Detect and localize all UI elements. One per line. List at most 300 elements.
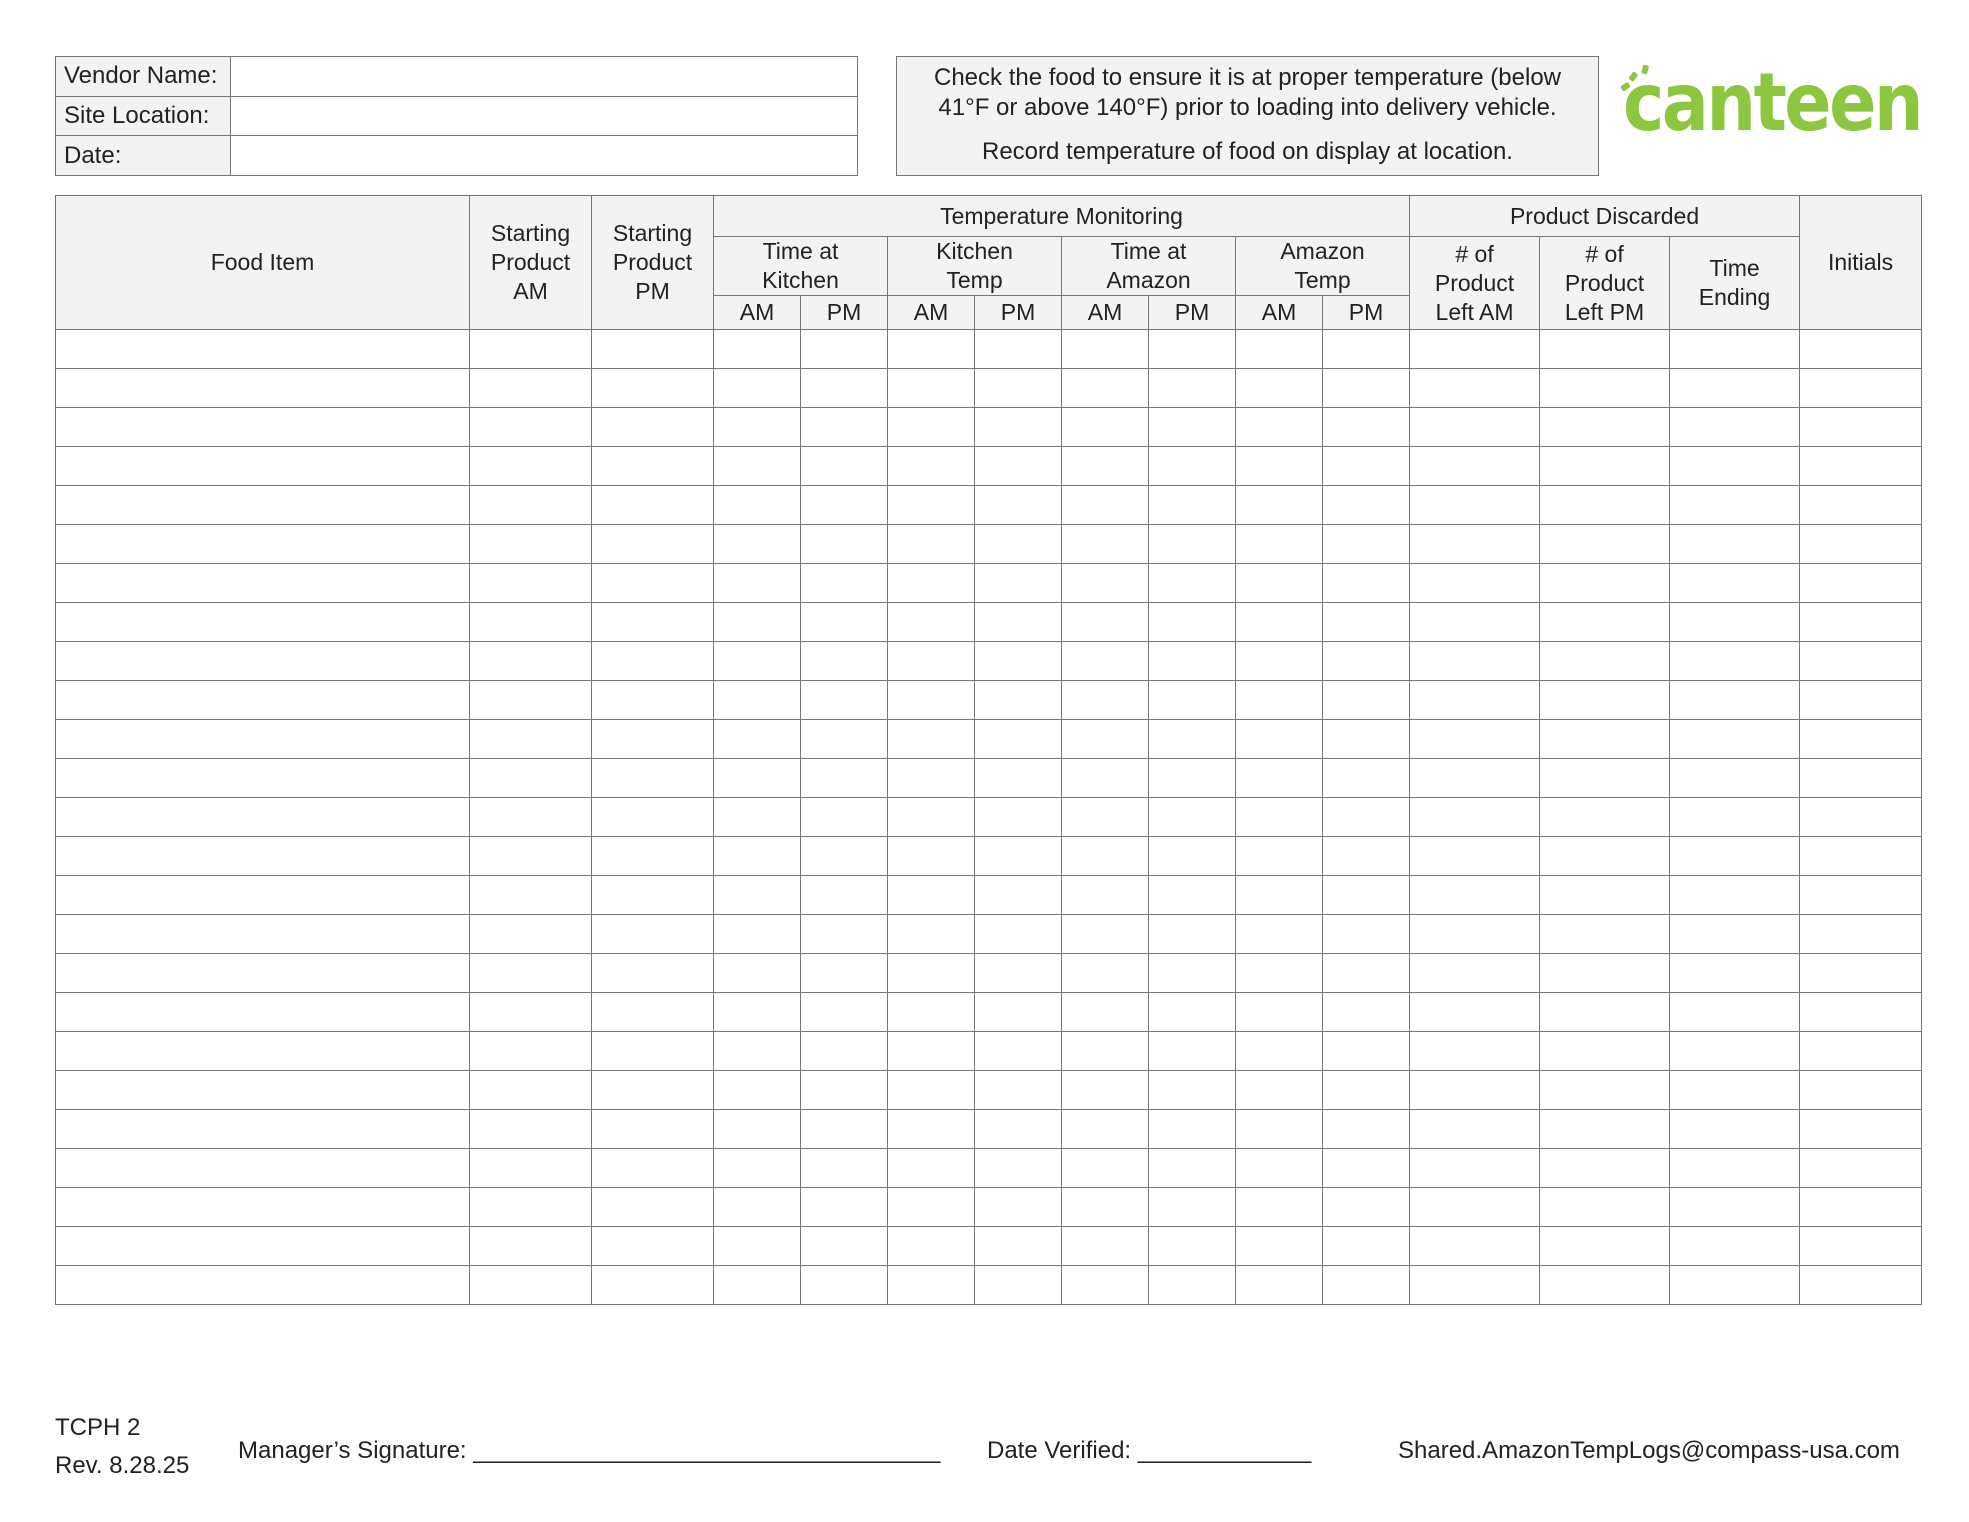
table-cell[interactable] xyxy=(470,837,592,876)
table-cell[interactable] xyxy=(1800,915,1922,954)
table-cell[interactable] xyxy=(1236,837,1323,876)
table-cell[interactable] xyxy=(801,330,888,369)
table-cell[interactable] xyxy=(1323,1032,1410,1071)
table-cell[interactable] xyxy=(470,1266,592,1305)
table-cell[interactable] xyxy=(1410,1188,1540,1227)
table-cell[interactable] xyxy=(1410,954,1540,993)
table-cell[interactable] xyxy=(592,681,714,720)
table-cell[interactable] xyxy=(1670,447,1800,486)
table-cell[interactable] xyxy=(1670,1032,1800,1071)
table-cell[interactable] xyxy=(1236,681,1323,720)
table-cell[interactable] xyxy=(1410,993,1540,1032)
table-cell[interactable] xyxy=(1800,525,1922,564)
table-cell[interactable] xyxy=(975,369,1062,408)
table-cell[interactable] xyxy=(1800,603,1922,642)
table-cell[interactable] xyxy=(1410,915,1540,954)
table-cell[interactable] xyxy=(1670,408,1800,447)
table-cell[interactable] xyxy=(1236,915,1323,954)
table-cell[interactable] xyxy=(1410,369,1540,408)
table-cell[interactable] xyxy=(1800,447,1922,486)
table-cell[interactable] xyxy=(1670,798,1800,837)
table-cell[interactable] xyxy=(975,1266,1062,1305)
table-cell[interactable] xyxy=(470,1110,592,1149)
table-cell[interactable] xyxy=(714,603,801,642)
table-cell[interactable] xyxy=(1800,408,1922,447)
table-cell[interactable] xyxy=(714,447,801,486)
table-cell[interactable] xyxy=(714,798,801,837)
table-cell[interactable] xyxy=(1149,486,1236,525)
table-cell[interactable] xyxy=(801,837,888,876)
table-cell[interactable] xyxy=(1670,954,1800,993)
table-cell[interactable] xyxy=(592,720,714,759)
table-cell[interactable] xyxy=(470,876,592,915)
table-cell[interactable] xyxy=(592,1149,714,1188)
table-cell[interactable] xyxy=(801,642,888,681)
table-cell[interactable] xyxy=(888,681,975,720)
table-cell[interactable] xyxy=(592,1266,714,1305)
table-cell[interactable] xyxy=(1540,1110,1670,1149)
table-cell[interactable] xyxy=(1670,837,1800,876)
table-cell[interactable] xyxy=(470,798,592,837)
table-cell[interactable] xyxy=(714,564,801,603)
table-cell[interactable] xyxy=(888,408,975,447)
table-cell[interactable] xyxy=(1062,1032,1149,1071)
table-cell[interactable] xyxy=(1540,915,1670,954)
table-cell[interactable] xyxy=(1323,954,1410,993)
table-cell[interactable] xyxy=(1540,330,1670,369)
table-cell[interactable] xyxy=(714,954,801,993)
table-cell[interactable] xyxy=(56,330,470,369)
table-cell[interactable] xyxy=(1236,603,1323,642)
table-cell[interactable] xyxy=(801,720,888,759)
table-cell[interactable] xyxy=(1410,447,1540,486)
table-cell[interactable] xyxy=(801,1188,888,1227)
manager-signature-line[interactable]: Manager’s Signature: ___________________________________ xyxy=(238,1437,941,1464)
table-cell[interactable] xyxy=(1149,1188,1236,1227)
table-cell[interactable] xyxy=(1800,1110,1922,1149)
table-cell[interactable] xyxy=(1062,837,1149,876)
table-cell[interactable] xyxy=(1410,681,1540,720)
table-cell[interactable] xyxy=(888,837,975,876)
table-cell[interactable] xyxy=(975,681,1062,720)
table-cell[interactable] xyxy=(1149,759,1236,798)
table-cell[interactable] xyxy=(1410,1032,1540,1071)
table-cell[interactable] xyxy=(1149,1071,1236,1110)
table-cell[interactable] xyxy=(1323,408,1410,447)
table-cell[interactable] xyxy=(1800,1032,1922,1071)
table-cell[interactable] xyxy=(714,408,801,447)
table-cell[interactable] xyxy=(1062,642,1149,681)
table-cell[interactable] xyxy=(888,642,975,681)
table-cell[interactable] xyxy=(1149,954,1236,993)
table-cell[interactable] xyxy=(470,1227,592,1266)
table-cell[interactable] xyxy=(1410,603,1540,642)
table-cell[interactable] xyxy=(1540,876,1670,915)
table-cell[interactable] xyxy=(1323,564,1410,603)
table-cell[interactable] xyxy=(801,1227,888,1266)
table-cell[interactable] xyxy=(1670,759,1800,798)
table-cell[interactable] xyxy=(56,564,470,603)
table-cell[interactable] xyxy=(1670,1110,1800,1149)
table-cell[interactable] xyxy=(1670,525,1800,564)
table-cell[interactable] xyxy=(1149,915,1236,954)
table-cell[interactable] xyxy=(801,798,888,837)
table-cell[interactable] xyxy=(1540,1227,1670,1266)
table-cell[interactable] xyxy=(1670,642,1800,681)
table-cell[interactable] xyxy=(1323,642,1410,681)
table-cell[interactable] xyxy=(1410,798,1540,837)
table-cell[interactable] xyxy=(1323,759,1410,798)
table-cell[interactable] xyxy=(1062,1071,1149,1110)
table-cell[interactable] xyxy=(1062,681,1149,720)
table-cell[interactable] xyxy=(714,876,801,915)
table-cell[interactable] xyxy=(1149,1149,1236,1188)
table-cell[interactable] xyxy=(888,993,975,1032)
table-cell[interactable] xyxy=(888,603,975,642)
table-cell[interactable] xyxy=(592,954,714,993)
table-cell[interactable] xyxy=(714,330,801,369)
table-cell[interactable] xyxy=(1800,369,1922,408)
table-cell[interactable] xyxy=(714,1032,801,1071)
table-cell[interactable] xyxy=(56,1071,470,1110)
table-cell[interactable] xyxy=(714,1110,801,1149)
table-cell[interactable] xyxy=(1062,1188,1149,1227)
table-cell[interactable] xyxy=(1149,681,1236,720)
table-cell[interactable] xyxy=(1540,564,1670,603)
table-cell[interactable] xyxy=(1323,525,1410,564)
table-cell[interactable] xyxy=(470,642,592,681)
table-cell[interactable] xyxy=(1236,720,1323,759)
table-cell[interactable] xyxy=(1410,720,1540,759)
table-cell[interactable] xyxy=(888,369,975,408)
table-cell[interactable] xyxy=(1323,486,1410,525)
table-cell[interactable] xyxy=(1323,330,1410,369)
table-cell[interactable] xyxy=(801,993,888,1032)
table-cell[interactable] xyxy=(1323,603,1410,642)
table-cell[interactable] xyxy=(975,759,1062,798)
table-cell[interactable] xyxy=(470,1188,592,1227)
table-cell[interactable] xyxy=(1800,876,1922,915)
table-cell[interactable] xyxy=(1062,447,1149,486)
table-cell[interactable] xyxy=(1540,681,1670,720)
table-cell[interactable] xyxy=(1149,330,1236,369)
table-cell[interactable] xyxy=(888,915,975,954)
table-cell[interactable] xyxy=(888,798,975,837)
table-cell[interactable] xyxy=(470,564,592,603)
table-cell[interactable] xyxy=(1410,330,1540,369)
table-cell[interactable] xyxy=(56,720,470,759)
table-cell[interactable] xyxy=(1062,330,1149,369)
table-cell[interactable] xyxy=(888,564,975,603)
table-cell[interactable] xyxy=(56,798,470,837)
table-cell[interactable] xyxy=(1062,603,1149,642)
table-cell[interactable] xyxy=(1062,408,1149,447)
table-cell[interactable] xyxy=(1236,330,1323,369)
table-cell[interactable] xyxy=(1236,1149,1323,1188)
table-cell[interactable] xyxy=(56,486,470,525)
table-cell[interactable] xyxy=(1670,1188,1800,1227)
table-cell[interactable] xyxy=(1800,720,1922,759)
table-cell[interactable] xyxy=(592,1110,714,1149)
table-cell[interactable] xyxy=(56,1188,470,1227)
table-cell[interactable] xyxy=(975,798,1062,837)
table-cell[interactable] xyxy=(975,1071,1062,1110)
table-cell[interactable] xyxy=(1236,408,1323,447)
table-cell[interactable] xyxy=(1540,408,1670,447)
table-cell[interactable] xyxy=(470,915,592,954)
table-cell[interactable] xyxy=(1410,564,1540,603)
table-cell[interactable] xyxy=(1800,564,1922,603)
table-cell[interactable] xyxy=(1540,759,1670,798)
table-cell[interactable] xyxy=(1149,642,1236,681)
table-cell[interactable] xyxy=(975,915,1062,954)
table-cell[interactable] xyxy=(1800,330,1922,369)
table-cell[interactable] xyxy=(1540,642,1670,681)
table-cell[interactable] xyxy=(1670,1227,1800,1266)
table-cell[interactable] xyxy=(1236,642,1323,681)
table-cell[interactable] xyxy=(1540,1266,1670,1305)
table-cell[interactable] xyxy=(1800,954,1922,993)
table-cell[interactable] xyxy=(56,954,470,993)
table-cell[interactable] xyxy=(801,408,888,447)
table-cell[interactable] xyxy=(1236,369,1323,408)
table-cell[interactable] xyxy=(1236,1227,1323,1266)
table-cell[interactable] xyxy=(1670,720,1800,759)
table-cell[interactable] xyxy=(1323,1071,1410,1110)
table-cell[interactable] xyxy=(1800,1188,1922,1227)
table-cell[interactable] xyxy=(592,798,714,837)
table-cell[interactable] xyxy=(56,681,470,720)
table-cell[interactable] xyxy=(975,525,1062,564)
table-cell[interactable] xyxy=(801,1149,888,1188)
table-cell[interactable] xyxy=(56,993,470,1032)
table-cell[interactable] xyxy=(1800,642,1922,681)
table-cell[interactable] xyxy=(56,1266,470,1305)
table-cell[interactable] xyxy=(1670,681,1800,720)
table-cell[interactable] xyxy=(888,876,975,915)
table-cell[interactable] xyxy=(714,1071,801,1110)
table-cell[interactable] xyxy=(1149,720,1236,759)
table-cell[interactable] xyxy=(470,759,592,798)
table-cell[interactable] xyxy=(714,681,801,720)
table-cell[interactable] xyxy=(1670,1149,1800,1188)
table-cell[interactable] xyxy=(888,1149,975,1188)
table-cell[interactable] xyxy=(56,447,470,486)
table-cell[interactable] xyxy=(888,486,975,525)
table-cell[interactable] xyxy=(975,603,1062,642)
date-verified-line[interactable]: Date Verified: _____________ xyxy=(987,1437,1312,1464)
table-cell[interactable] xyxy=(592,564,714,603)
table-cell[interactable] xyxy=(1800,798,1922,837)
table-cell[interactable] xyxy=(592,1188,714,1227)
table-cell[interactable] xyxy=(975,954,1062,993)
table-cell[interactable] xyxy=(1540,486,1670,525)
table-cell[interactable] xyxy=(1149,369,1236,408)
table-cell[interactable] xyxy=(56,1032,470,1071)
table-cell[interactable] xyxy=(714,1149,801,1188)
date-field[interactable] xyxy=(231,136,858,176)
table-cell[interactable] xyxy=(1062,525,1149,564)
table-cell[interactable] xyxy=(470,330,592,369)
table-cell[interactable] xyxy=(888,525,975,564)
table-cell[interactable] xyxy=(801,915,888,954)
table-cell[interactable] xyxy=(1670,876,1800,915)
table-cell[interactable] xyxy=(714,486,801,525)
table-cell[interactable] xyxy=(1149,525,1236,564)
table-cell[interactable] xyxy=(470,1071,592,1110)
table-cell[interactable] xyxy=(888,447,975,486)
site-location-field[interactable] xyxy=(231,96,858,136)
table-cell[interactable] xyxy=(592,525,714,564)
table-cell[interactable] xyxy=(975,330,1062,369)
table-cell[interactable] xyxy=(56,369,470,408)
table-cell[interactable] xyxy=(714,1188,801,1227)
table-cell[interactable] xyxy=(56,1110,470,1149)
table-cell[interactable] xyxy=(1670,486,1800,525)
table-cell[interactable] xyxy=(1323,915,1410,954)
table-cell[interactable] xyxy=(1410,642,1540,681)
table-cell[interactable] xyxy=(1410,1110,1540,1149)
table-cell[interactable] xyxy=(975,564,1062,603)
table-cell[interactable] xyxy=(470,447,592,486)
table-cell[interactable] xyxy=(470,525,592,564)
table-cell[interactable] xyxy=(1236,993,1323,1032)
table-cell[interactable] xyxy=(1670,603,1800,642)
table-cell[interactable] xyxy=(1670,564,1800,603)
table-cell[interactable] xyxy=(592,330,714,369)
table-cell[interactable] xyxy=(1062,915,1149,954)
table-cell[interactable] xyxy=(1540,798,1670,837)
table-cell[interactable] xyxy=(801,1110,888,1149)
table-cell[interactable] xyxy=(975,1227,1062,1266)
table-cell[interactable] xyxy=(801,369,888,408)
table-cell[interactable] xyxy=(1062,1110,1149,1149)
table-cell[interactable] xyxy=(470,720,592,759)
table-cell[interactable] xyxy=(888,1266,975,1305)
table-cell[interactable] xyxy=(470,1149,592,1188)
table-cell[interactable] xyxy=(592,837,714,876)
table-cell[interactable] xyxy=(1236,954,1323,993)
table-cell[interactable] xyxy=(1410,1071,1540,1110)
table-cell[interactable] xyxy=(1540,1149,1670,1188)
table-cell[interactable] xyxy=(888,954,975,993)
table-cell[interactable] xyxy=(1149,564,1236,603)
table-cell[interactable] xyxy=(592,759,714,798)
table-cell[interactable] xyxy=(1149,1266,1236,1305)
table-cell[interactable] xyxy=(1800,759,1922,798)
table-cell[interactable] xyxy=(1540,837,1670,876)
table-cell[interactable] xyxy=(975,876,1062,915)
table-cell[interactable] xyxy=(1323,1188,1410,1227)
table-cell[interactable] xyxy=(56,603,470,642)
table-cell[interactable] xyxy=(56,837,470,876)
table-cell[interactable] xyxy=(975,642,1062,681)
table-cell[interactable] xyxy=(1062,954,1149,993)
table-cell[interactable] xyxy=(888,1032,975,1071)
table-cell[interactable] xyxy=(1670,330,1800,369)
table-cell[interactable] xyxy=(1670,1071,1800,1110)
table-cell[interactable] xyxy=(1236,447,1323,486)
table-cell[interactable] xyxy=(1149,408,1236,447)
table-cell[interactable] xyxy=(1323,837,1410,876)
table-cell[interactable] xyxy=(1540,369,1670,408)
table-cell[interactable] xyxy=(1236,798,1323,837)
table-cell[interactable] xyxy=(1149,837,1236,876)
table-cell[interactable] xyxy=(888,1227,975,1266)
table-cell[interactable] xyxy=(801,681,888,720)
table-cell[interactable] xyxy=(592,993,714,1032)
table-cell[interactable] xyxy=(1323,1266,1410,1305)
table-cell[interactable] xyxy=(1062,993,1149,1032)
table-cell[interactable] xyxy=(975,993,1062,1032)
table-cell[interactable] xyxy=(1540,954,1670,993)
table-cell[interactable] xyxy=(592,1071,714,1110)
table-cell[interactable] xyxy=(1149,993,1236,1032)
table-cell[interactable] xyxy=(1236,876,1323,915)
table-cell[interactable] xyxy=(1410,1266,1540,1305)
table-cell[interactable] xyxy=(1410,1227,1540,1266)
table-cell[interactable] xyxy=(801,876,888,915)
table-cell[interactable] xyxy=(1410,525,1540,564)
table-cell[interactable] xyxy=(714,993,801,1032)
table-cell[interactable] xyxy=(1540,1188,1670,1227)
table-cell[interactable] xyxy=(1410,759,1540,798)
table-cell[interactable] xyxy=(1670,369,1800,408)
table-cell[interactable] xyxy=(1323,720,1410,759)
table-cell[interactable] xyxy=(1062,798,1149,837)
table-cell[interactable] xyxy=(1323,447,1410,486)
table-cell[interactable] xyxy=(56,408,470,447)
table-cell[interactable] xyxy=(56,876,470,915)
table-cell[interactable] xyxy=(1062,486,1149,525)
table-cell[interactable] xyxy=(1236,1032,1323,1071)
table-cell[interactable] xyxy=(801,447,888,486)
table-cell[interactable] xyxy=(1410,1149,1540,1188)
table-cell[interactable] xyxy=(1323,1110,1410,1149)
table-cell[interactable] xyxy=(1410,876,1540,915)
table-cell[interactable] xyxy=(470,369,592,408)
table-cell[interactable] xyxy=(592,408,714,447)
table-cell[interactable] xyxy=(470,993,592,1032)
table-cell[interactable] xyxy=(975,447,1062,486)
table-cell[interactable] xyxy=(801,954,888,993)
table-cell[interactable] xyxy=(470,681,592,720)
table-cell[interactable] xyxy=(1062,564,1149,603)
table-cell[interactable] xyxy=(1149,603,1236,642)
table-cell[interactable] xyxy=(592,1032,714,1071)
table-cell[interactable] xyxy=(1062,369,1149,408)
table-cell[interactable] xyxy=(1062,759,1149,798)
table-cell[interactable] xyxy=(714,369,801,408)
table-cell[interactable] xyxy=(592,486,714,525)
table-cell[interactable] xyxy=(801,759,888,798)
table-cell[interactable] xyxy=(1236,525,1323,564)
table-cell[interactable] xyxy=(888,1188,975,1227)
table-cell[interactable] xyxy=(1540,720,1670,759)
table-cell[interactable] xyxy=(714,1266,801,1305)
table-cell[interactable] xyxy=(975,837,1062,876)
table-cell[interactable] xyxy=(1236,1110,1323,1149)
table-cell[interactable] xyxy=(888,1110,975,1149)
table-cell[interactable] xyxy=(1540,1032,1670,1071)
table-cell[interactable] xyxy=(592,369,714,408)
table-cell[interactable] xyxy=(1062,1227,1149,1266)
table-cell[interactable] xyxy=(592,447,714,486)
table-cell[interactable] xyxy=(470,603,592,642)
table-cell[interactable] xyxy=(975,1149,1062,1188)
table-cell[interactable] xyxy=(1149,1032,1236,1071)
table-cell[interactable] xyxy=(714,915,801,954)
